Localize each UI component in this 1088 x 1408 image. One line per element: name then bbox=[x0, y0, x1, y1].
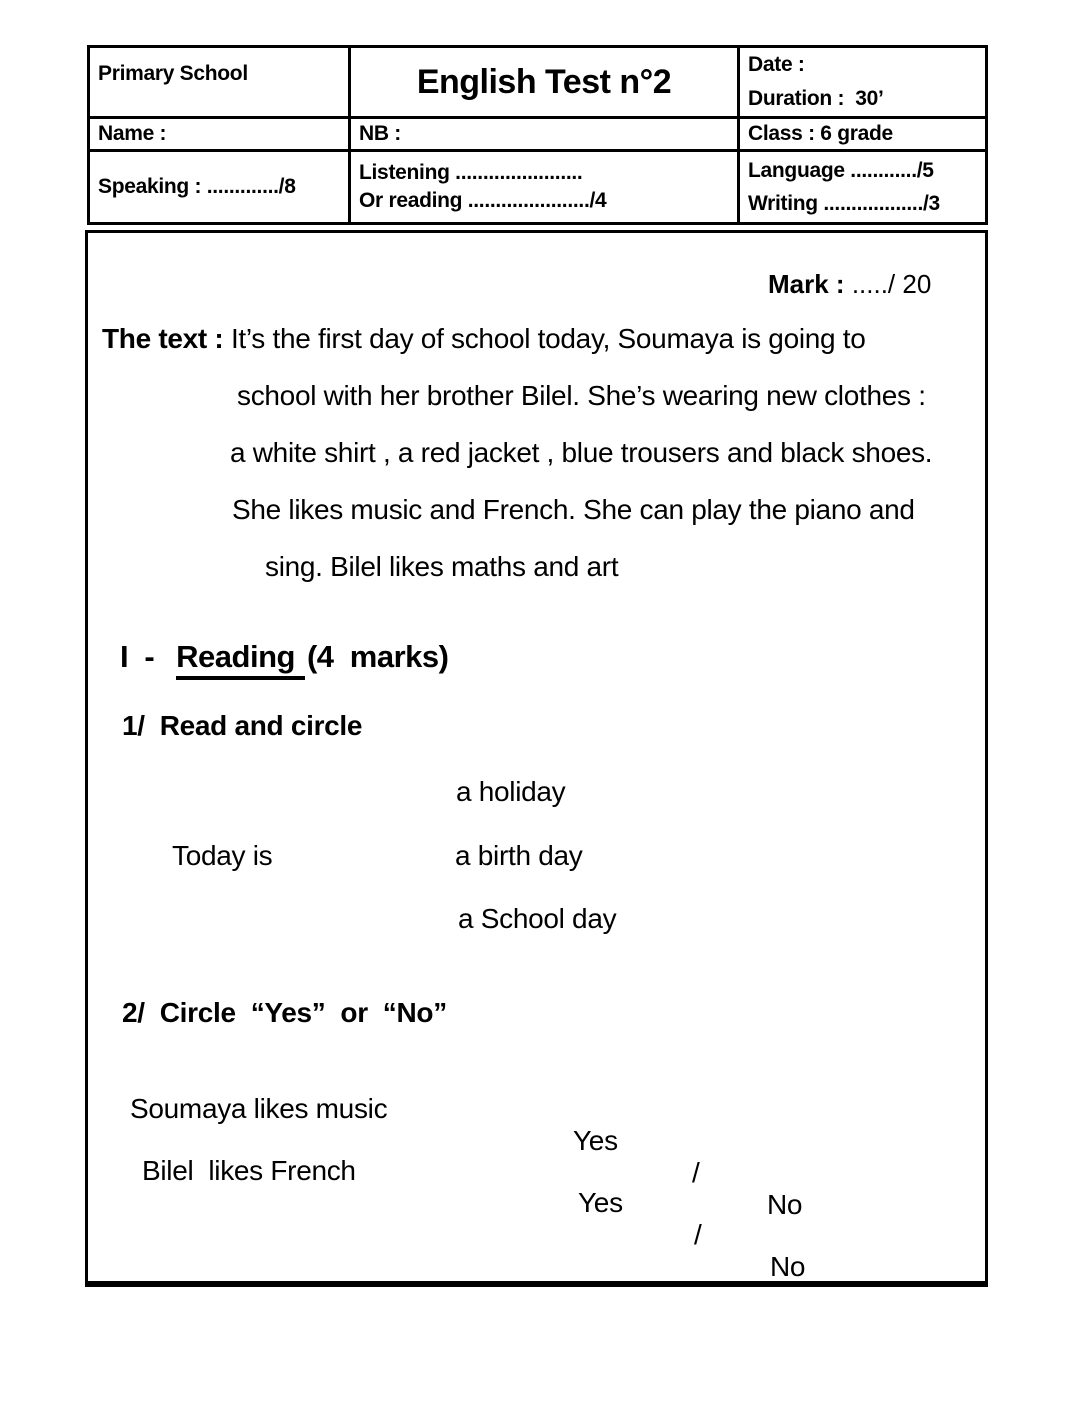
duration-label: Duration : 30’ bbox=[748, 87, 884, 110]
text-block-label: The text : bbox=[102, 323, 231, 354]
q1-choice-holiday: a holiday bbox=[456, 776, 566, 807]
question-2-label: 2/ Circle “Yes” or “No” bbox=[122, 997, 447, 1028]
language-writing-cell bbox=[740, 152, 985, 222]
q2-statement: Soumaya likes music bbox=[130, 1093, 388, 1124]
text-line-1: It’s the first day of school today, Soumaya is going to bbox=[230, 323, 866, 354]
speaking-score: Speaking : ............./8 bbox=[98, 175, 296, 198]
reading-section-heading bbox=[120, 639, 448, 680]
q1-choice-birthday: a birth day bbox=[455, 840, 583, 871]
header-table bbox=[87, 45, 988, 225]
mark-line bbox=[768, 269, 931, 300]
question-1-label: 1/ Read and circle bbox=[122, 710, 363, 741]
date-label: Date : bbox=[748, 53, 805, 76]
mark-label: Mark : bbox=[768, 269, 852, 299]
q2-separator: / bbox=[692, 1157, 700, 1188]
or-reading-score: Or reading ....................../4 bbox=[359, 189, 607, 212]
q2-separator: / bbox=[694, 1219, 702, 1250]
q2-yes-option: Yes bbox=[578, 1187, 623, 1218]
q1-choice-schoolday: a School day bbox=[458, 903, 617, 934]
test-title-cell bbox=[351, 48, 740, 119]
text-line: school with her brother Bilel. She’s wearing new clothes : bbox=[237, 380, 926, 411]
text-line: sing. Bilel likes maths and art bbox=[265, 551, 619, 582]
mark-value: ...../ 20 bbox=[851, 269, 932, 299]
section-title: Reading bbox=[176, 639, 305, 680]
name-cell bbox=[90, 119, 351, 152]
test-body-box bbox=[85, 230, 988, 1287]
q2-row-bilel bbox=[88, 1123, 985, 1282]
test-title: English Test n°2 bbox=[416, 62, 672, 101]
class-cell bbox=[740, 119, 985, 152]
speaking-score-cell bbox=[90, 152, 351, 222]
q2-yes-option: Yes bbox=[573, 1125, 618, 1156]
q2-no-option: No bbox=[767, 1189, 803, 1220]
text-line: a white shirt , a red jacket , blue trousers and black shoes. bbox=[230, 437, 933, 468]
q2-statement: Bilel likes French bbox=[142, 1155, 356, 1186]
school-name-cell bbox=[90, 48, 351, 119]
nb-cell bbox=[351, 119, 740, 152]
writing-score: Writing ................../3 bbox=[748, 192, 940, 215]
nb-label: NB : bbox=[359, 122, 401, 145]
q1-stem: Today is bbox=[172, 840, 273, 871]
text-line bbox=[102, 323, 866, 355]
section-numeral: I - bbox=[120, 639, 155, 674]
name-label: Name : bbox=[98, 122, 167, 145]
class-label: Class : 6 grade bbox=[748, 122, 893, 145]
listening-score-cell bbox=[351, 152, 740, 222]
text-line: She likes music and French. She can play the piano and bbox=[232, 494, 915, 525]
listening-score: Listening ....................... bbox=[359, 161, 583, 184]
section-marks: (4 marks) bbox=[306, 639, 449, 674]
q2-no-option: No bbox=[770, 1251, 806, 1282]
language-score: Language ............/5 bbox=[748, 159, 934, 182]
school-name: Primary School bbox=[98, 62, 248, 85]
date-duration-cell bbox=[740, 48, 985, 119]
